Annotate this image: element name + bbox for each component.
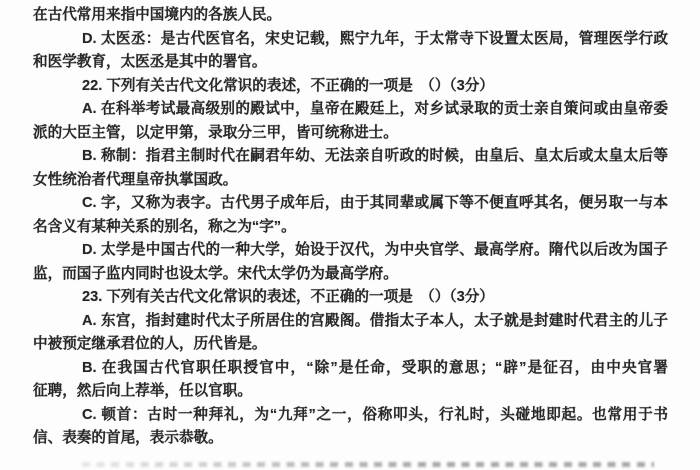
question-22-option-c-line2: 名含义有某种关系的别名，称之为“字”。 (33, 218, 296, 235)
cutoff-text-line (82, 462, 654, 467)
question-23-option-b-line1: B. 在我国古代官职任职授官中，“除”是任命，受职的意思；“辟”是征召，由中央官署 (82, 359, 668, 376)
question-23-option-c-line1: C. 顿首：古时一种拜礼，为“九拜”之一，俗称叩头，行礼时，头碰地即起。也常用于书 (82, 406, 668, 423)
question-22-option-d-line1: D. 太学是中国古代的一种大学，始设于汉代，为中央官学、最高学府。隋代以后改为国子 (82, 242, 668, 258)
question-23-option-c-line2: 信、表奏的首尾，表示恭敬。 (33, 430, 223, 446)
question-22-option-a-line1: A. 在科举考试最高级别的殿试中，皇帝在殿廷上，对乡试录取的贡士亲自策问或由皇帝委 (82, 101, 668, 117)
question-23-option-a-line2: 中被预定继承君位的人，历代皆是。 (33, 336, 267, 352)
question-22-option-c-line1: C. 字，又称为表字。古代男子成年后，由于其同辈或属下等不便直呼其名，便另取一与本 (82, 195, 668, 211)
prev-question-option-d-line2: 和医学教育，太医丞是其中的署官。 (33, 54, 267, 70)
question-23-option-b-line2: 征聘，然后向上荐举，任以官职。 (33, 383, 252, 399)
question-22-option-a-line2: 派的大臣主管，以定甲第，录取分三甲，皆可统称进士。 (33, 124, 398, 141)
question-23-stem: 23. 下列有关古代文化常识的表述，不正确的一项是 （）（3分） (82, 289, 494, 305)
question-22-option-b-line1: B. 称制：指君主制时代在嗣君年幼、无法亲自听政的时候，由皇后、皇太后或太皇太后等 (82, 148, 668, 164)
prev-question-tail-line: 在古代常用来指中国境内的各族人民。 (33, 7, 282, 23)
question-22-option-b-line2: 女性统治者代理皇帝执掌国政。 (33, 171, 238, 188)
prev-question-option-d-line1: D. 太医丞：是古代医官名，宋史记载，熙宁九年，于太常寺下设置太医局，管理医学行政 (82, 30, 668, 47)
question-23-option-a-line1: A. 东宫，指封建时代太子所居住的宫殿阁。借指太子本人，太子就是封建时代君主的儿子 (82, 312, 668, 329)
question-22-option-d-line2: 监，而国子监内同时也设太学。宋代太学仍为最高学府。 (33, 265, 398, 282)
question-22-stem: 22. 下列有关古代文化常识的表述，不正确的一项是 （）（3分） (82, 77, 494, 94)
